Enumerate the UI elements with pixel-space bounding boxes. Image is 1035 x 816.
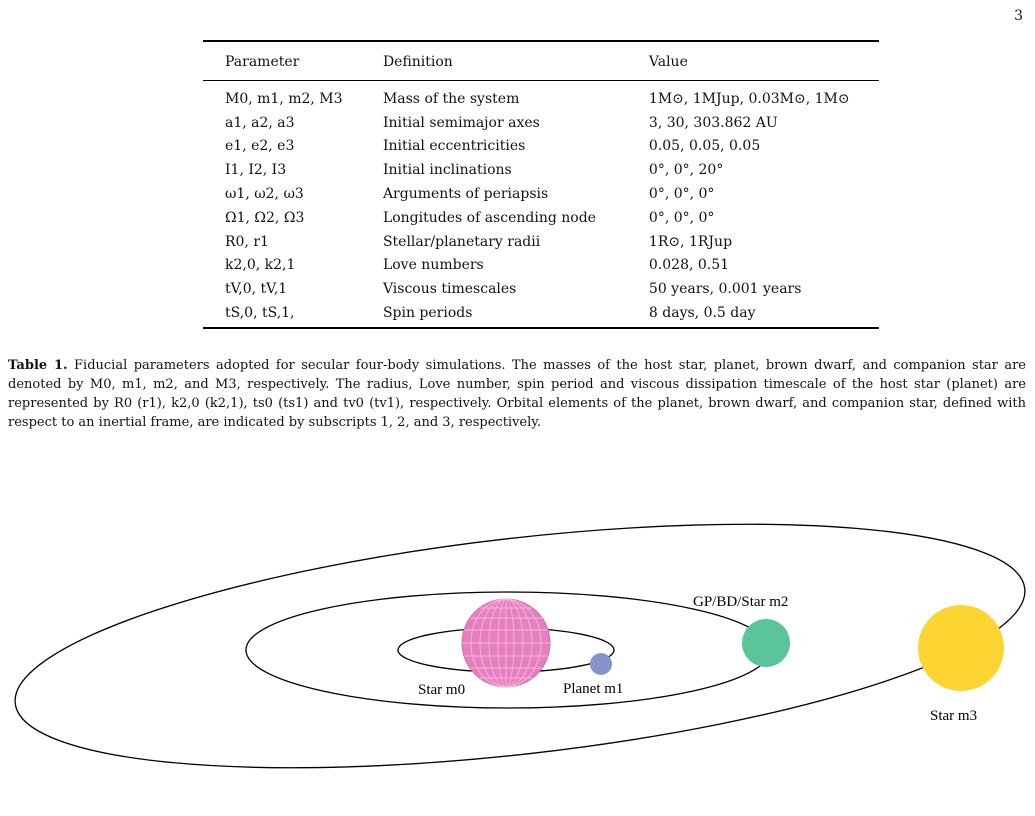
cell-parameter: Ω1, Ω2, Ω3 <box>225 209 305 226</box>
cell-value: 8 days, 0.5 day <box>648 305 756 322</box>
cell-value: 50 years, 0.001 years <box>648 281 802 298</box>
cell-definition: Arguments of periapsis <box>382 186 549 203</box>
cell-definition: Mass of the system <box>382 90 520 107</box>
cell-definition: Initial inclinations <box>382 162 512 179</box>
cell-parameter: a1, a2, a3 <box>225 114 295 131</box>
caption-label: Table 1. <box>8 358 68 373</box>
star-m0-globe <box>462 599 550 687</box>
table-row <box>203 158 879 182</box>
cell-parameter: k2,0, k2,1 <box>225 257 296 274</box>
table-row <box>203 206 879 230</box>
header-value: Value <box>648 54 688 70</box>
caption-text: Fiducial parameters adopted for secular four-body simulations. The masses of the host star, planet, brown dwarf, and companion star are denoted by M0, m1, m2, and M3, respectively. The radius, Love number, spin period and viscous dissipation timescale of the host star (planet) are represented by R0 (r1), k2,0 (k2,1), ts0 (ts1) and tv0 (tv1), respectively. Orbital elements of the planet, brown dwarf, and companion star, defined with respect to an inertial frame, are indicated by subscripts 1, 2, and 3, respectively. <box>8 358 1027 430</box>
cell-parameter: ω1, ω2, ω3 <box>225 186 304 203</box>
cell-value: 1R⊙, 1RJup <box>648 233 733 250</box>
cell-parameter: e1, e2, e3 <box>225 138 295 155</box>
label-star-m0: Star m0 <box>418 682 466 698</box>
table-row <box>203 301 879 328</box>
header-definition: Definition <box>382 54 453 70</box>
cell-parameter: I1, I2, I3 <box>225 162 287 179</box>
cell-definition: Initial semimajor axes <box>382 114 540 131</box>
planet-m1 <box>590 653 612 675</box>
body-m2 <box>742 619 790 667</box>
table-row <box>203 81 879 111</box>
cell-parameter: R0, r1 <box>225 233 269 250</box>
table-row <box>203 182 879 206</box>
star-m3 <box>918 605 1004 691</box>
cell-value: 0°, 0°, 20° <box>648 162 724 179</box>
cell-definition: Viscous timescales <box>382 281 517 298</box>
cell-definition: Love numbers <box>382 257 484 274</box>
cell-definition: Longitudes of ascending node <box>382 209 596 226</box>
cell-parameter: tV,0, tV,1 <box>225 281 288 298</box>
table-header-row <box>203 41 879 81</box>
table-caption <box>8 356 1026 432</box>
cell-value: 0.05, 0.05, 0.05 <box>648 138 761 155</box>
cell-value: 0°, 0°, 0° <box>648 209 715 226</box>
cell-definition: Stellar/planetary radii <box>382 233 541 250</box>
table-row <box>203 111 879 135</box>
cell-definition: Spin periods <box>382 305 473 322</box>
cell-value: 3, 30, 303.862 AU <box>648 114 778 131</box>
label-planet-m1: Planet m1 <box>563 681 624 697</box>
orbit-diagram <box>0 490 1035 816</box>
cell-parameter: M0, m1, m2, M3 <box>225 90 343 107</box>
label-star-m3: Star m3 <box>930 708 978 724</box>
header-parameter: Parameter <box>225 54 300 70</box>
table-row <box>203 277 879 301</box>
cell-parameter: tS,0, tS,1, <box>225 305 295 322</box>
label-body-m2: GP/BD/Star m2 <box>693 594 789 610</box>
table-row <box>203 254 879 278</box>
table-row <box>203 135 879 159</box>
page-number: 3 <box>1014 8 1023 24</box>
cell-value: 0°, 0°, 0° <box>648 186 715 203</box>
cell-value: 1M⊙, 1MJup, 0.03M⊙, 1M⊙ <box>648 90 850 107</box>
cell-definition: Initial eccentricities <box>382 138 526 155</box>
cell-value: 0.028, 0.51 <box>648 257 730 274</box>
parameter-table <box>203 40 879 329</box>
table-row <box>203 230 879 254</box>
